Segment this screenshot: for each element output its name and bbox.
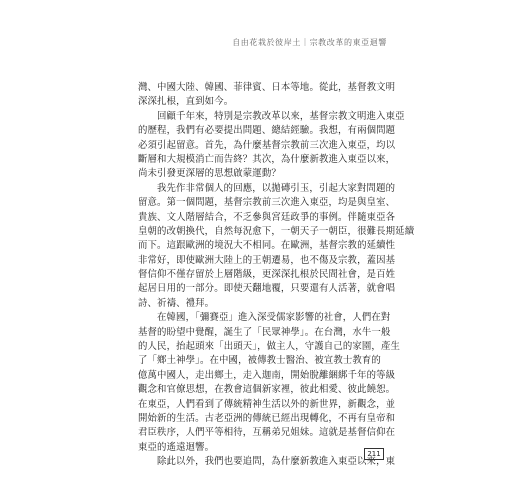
text-line: 貴族、文人階層結合，不乏參與宮廷政爭的事例。伴隨東亞各 xyxy=(138,211,396,223)
text-line: 尚未引發更深層的思想啟蒙運動？ xyxy=(138,168,281,180)
text-line: 東亞的遙遠迴響。 xyxy=(138,441,215,453)
text-line: 詩、祈禱、禮拜。 xyxy=(138,297,215,309)
text-line: 億萬中國人，走出鄉土，走入迦南，開始脫離綑綁千年的等級 xyxy=(138,369,396,381)
text-line: 斷層和大規模消亡而告終？其次，為什麼新教進入東亞以來， xyxy=(138,153,396,165)
text-line: 回顧千年來，特別是宗教改革以來，基督宗教文明進入東亞 xyxy=(157,110,405,122)
text-line: 我先作非常個人的回應，以拋磚引玉，引起大家對問題的 xyxy=(157,182,396,194)
text-line: 基督的盼望中覺醒，誕生了「民眾神學」。在台灣，水牛一般 xyxy=(138,326,391,338)
text-line: 皇朝的改朝換代，自然每況愈下，一朝天子一朝臣，很難長期延續 xyxy=(138,225,415,237)
text-line: 觀念和官僚思想，在教會這個新家裡，彼此相愛、彼此饒恕。 xyxy=(138,384,396,396)
text-line: 君臣秩序，人們平等相待，互稱弟兄姐妹。這就是基督信仰在 xyxy=(138,427,396,439)
text-line: 的歷程，我們有必要提出問題、總結經驗。我想，有兩個問題 xyxy=(138,125,396,137)
text-line: 在韓國，「彌賽亞」進入深受儒家影響的社會，人們在對 xyxy=(157,312,391,324)
paragraph xyxy=(138,81,396,110)
text-line: 開始新的生活。古老亞洲的傳統已經出現轉化，不再有皇帝和 xyxy=(138,412,396,424)
page-number: 211 xyxy=(364,448,384,460)
text-line: 非常好，即使歐洲大陸上的王朝遷易，也不傷及宗教，蓋因基 xyxy=(138,254,396,266)
paragraph xyxy=(138,182,415,312)
text-line: 而下。這跟歐洲的境況大不相同。在歐洲，基督宗教的延續性 xyxy=(138,240,396,252)
text-line: 深深扎根，直到如今。 xyxy=(138,96,234,108)
body-text xyxy=(138,81,415,470)
paragraph xyxy=(138,455,396,469)
text-line: 必須引起留意。首先，為什麼基督宗教前三次進入東亞，均以 xyxy=(138,139,396,151)
paragraph xyxy=(138,110,405,182)
running-header: 自由花栽於彼岸土｜宗教改革的東亞迴響 xyxy=(232,38,387,47)
text-line: 了「鄉土神學」。在中國，被傳教士醫治、被宣教士教育的 xyxy=(138,355,381,367)
paragraph xyxy=(138,311,401,455)
text-line: 的人民，抬起頭來「出頭天」，做主人，守護自己的家園，產生 xyxy=(138,341,401,353)
text-line: 留意。第一個問題，基督宗教前三次進入東亞，均是與皇室、 xyxy=(138,197,396,209)
text-line: 督信仰不僅存留於上層階級，更深深扎根於民間社會，是百姓 xyxy=(138,269,396,281)
text-line: 在東亞，人們看到了傳統精神生活以外的新世界，新觀念，並 xyxy=(138,398,396,410)
text-line: 起居日用的一部分。即使天翻地覆，只要還有人活著，就會唱 xyxy=(138,283,396,295)
text-line: 除此以外，我們也要追問，為什麼新教進入東亞以來，東 xyxy=(157,456,396,468)
text-line: 灣、中國大陸、韓國、菲律賓、日本等地。從此，基督教文明 xyxy=(138,82,396,93)
